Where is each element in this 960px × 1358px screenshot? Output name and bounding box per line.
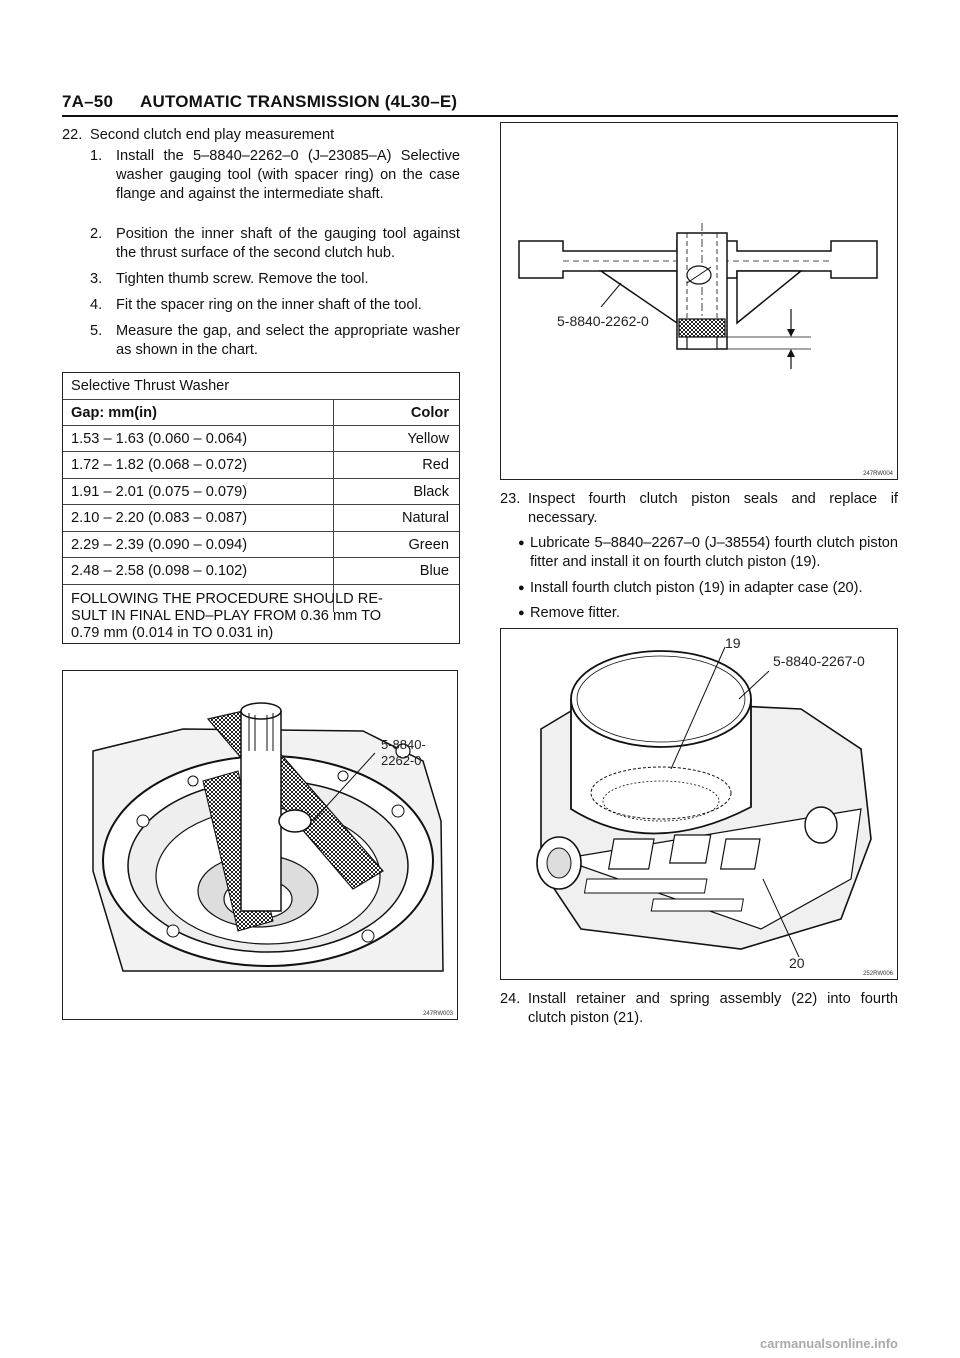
table-row — [63, 452, 459, 479]
substep-5 — [90, 322, 460, 360]
note-line: FOLLOWING THE PROCEDURE SHOULD RE- — [71, 591, 383, 607]
substep-number: 5. — [90, 323, 103, 339]
table-row — [63, 479, 459, 505]
cell-gap: 1.53 – 1.63 (0.060 – 0.064) — [71, 431, 248, 447]
table-note — [71, 591, 383, 642]
table-title-row — [63, 373, 459, 400]
page-title: AUTOMATIC TRANSMISSION (4L30–E) — [140, 92, 458, 111]
cell-gap: 2.48 – 2.58 (0.098 – 0.102) — [71, 563, 248, 579]
figure-label-20: 20 — [789, 955, 805, 971]
substep-2 — [90, 225, 460, 263]
section-illustration — [501, 123, 897, 479]
label-line: 5-8840- — [381, 737, 426, 752]
bullet-item — [500, 579, 898, 599]
figure-label-tool — [381, 737, 426, 769]
bullet-item — [500, 534, 898, 574]
table-row — [63, 558, 459, 585]
gauging-tool-illustration — [63, 671, 457, 1019]
substep-text: Measure the gap, and select the appropriate washer as shown in the chart. — [116, 323, 460, 358]
watermark: carmanualsonline.info — [760, 1336, 898, 1351]
table-row — [63, 532, 459, 558]
figure-piston-fitter — [500, 628, 898, 980]
substep-4 — [90, 296, 460, 315]
label-line: 2262-0 — [381, 753, 422, 768]
bullet-text: Remove fitter. — [530, 605, 621, 621]
figure-gauging-tool-installed — [62, 670, 458, 1020]
substep-text: Tighten thumb screw. Remove the tool. — [116, 271, 369, 287]
substep-number: 3. — [90, 271, 103, 287]
substep-text: Install the 5–8840–2262–0 (J–23085–A) Selective washer gauging tool (with spacer ring) on the case flange and against the intermediate shaft. — [116, 148, 460, 202]
step-text: Inspect fourth clutch piston seals and replace if necessary. — [528, 491, 898, 526]
cell-gap: 2.10 – 2.20 (0.083 – 0.087) — [71, 510, 248, 526]
bullet-text: Install fourth clutch piston (19) in adapter case (20). — [530, 580, 863, 596]
bullet-icon: ● — [518, 537, 525, 549]
header-color: Color — [410, 405, 449, 421]
selective-thrust-washer-table — [62, 372, 460, 644]
figure-label-tool: 5-8840-2267-0 — [773, 653, 865, 669]
cell-gap: 2.29 – 2.39 (0.090 – 0.094) — [71, 537, 248, 553]
note-line: 0.79 mm (0.014 in TO 0.031 in) — [71, 625, 274, 641]
substep-number: 1. — [90, 148, 103, 164]
figure-label-tool: 5-8840-2262-0 — [557, 313, 649, 329]
bullet-item — [500, 604, 898, 624]
note-line: SULT IN FINAL END–PLAY FROM 0.36 mm TO — [71, 608, 382, 624]
substep-number: 4. — [90, 297, 103, 313]
cell-color: Red — [422, 457, 449, 473]
substep-number: 2. — [90, 226, 103, 242]
table-title: Selective Thrust Washer — [71, 378, 230, 394]
page-number: 7A–50 — [62, 92, 114, 111]
figure-code: 252RW006 — [863, 971, 893, 977]
substep-text: Fit the spacer ring on the inner shaft of the tool. — [116, 297, 422, 313]
cell-color: Black — [413, 484, 449, 500]
figure-label-19: 19 — [725, 635, 741, 651]
step-text: Second clutch end play measurement — [90, 127, 335, 143]
step-number: 23. — [500, 491, 521, 507]
step-text: Install retainer and spring assembly (22) into fourth clutch piston (21). — [528, 991, 898, 1026]
table-row — [63, 505, 459, 532]
header-gap: Gap: mm(in) — [71, 405, 157, 421]
cell-color: Blue — [419, 563, 449, 579]
substep-text: Position the inner shaft of the gauging tool against the thrust surface of the second clutch hub. — [116, 226, 460, 261]
step-22 — [62, 126, 460, 145]
header-rule — [62, 115, 898, 117]
step-23 — [500, 490, 898, 528]
cell-gap: 1.72 – 1.82 (0.068 – 0.072) — [71, 457, 248, 473]
figure-code: 247RW004 — [863, 471, 893, 477]
cell-color: Natural — [401, 510, 449, 526]
adapter-case-illustration — [501, 629, 897, 979]
substep-3 — [90, 270, 460, 289]
bullet-text: Lubricate 5–8840–2267–0 (J–38554) fourth clutch piston fitter and install it on fourth clutch piston (19). — [530, 535, 898, 570]
cell-color: Yellow — [407, 431, 449, 447]
right-column-step-24 — [500, 990, 898, 1034]
table-header-row — [63, 400, 459, 426]
figure-code: 247RW003 — [423, 1011, 453, 1017]
left-column-steps — [62, 126, 460, 366]
substep-1 — [90, 147, 460, 204]
page-header — [62, 92, 457, 112]
figure-gauging-tool-section — [500, 122, 898, 480]
table-row — [63, 426, 459, 452]
step-24 — [500, 990, 898, 1028]
cell-gap: 1.91 – 2.01 (0.075 – 0.079) — [71, 484, 248, 500]
column-divider — [333, 400, 334, 612]
bullet-icon: ● — [518, 582, 525, 594]
cell-color: Green — [408, 537, 449, 553]
bullet-icon: ● — [518, 607, 525, 619]
step-number: 24. — [500, 991, 521, 1007]
step-number: 22. — [62, 127, 83, 143]
right-column-step-23 — [500, 490, 898, 620]
